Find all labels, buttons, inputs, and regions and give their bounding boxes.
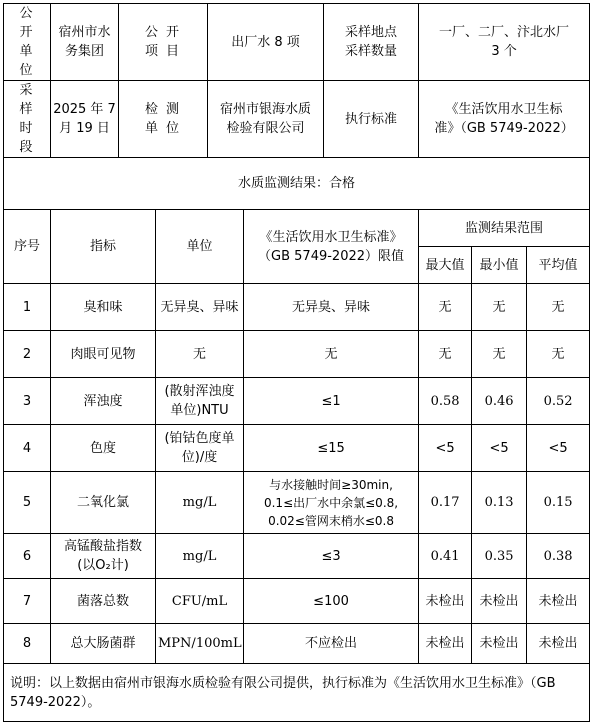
row-avg: 0.38	[527, 534, 590, 579]
row-max: 0.58	[419, 378, 472, 425]
row-max: 0.17	[419, 472, 472, 534]
col-min: 最小值	[472, 247, 527, 284]
row-no: 6	[4, 534, 51, 579]
row-min: 0.35	[472, 534, 527, 579]
row-limit: ≤3	[244, 534, 419, 579]
table-row	[4, 378, 590, 425]
note-text: 说明：以上数据由宿州市银海水质检验有限公司提供，执行标准为《生活饮用水卫生标准》（GB 5749-2022）。	[4, 664, 590, 722]
row-no: 1	[4, 284, 51, 331]
row-indicator: 臭和味	[51, 284, 156, 331]
row-no: 3	[4, 378, 51, 425]
org-label: 检测 单位	[119, 81, 208, 158]
col-limit: 《生活饮用水卫生标准》 （GB 5749-2022）限值	[244, 210, 419, 284]
table-row	[4, 624, 590, 664]
row-min: 0.13	[472, 472, 527, 534]
row-limit: ≤100	[244, 579, 419, 624]
row-indicator: 肉眼可见物	[51, 331, 156, 378]
table-row	[4, 472, 590, 534]
row-min: 0.46	[472, 378, 527, 425]
row-unit: 无	[156, 331, 244, 378]
row-no: 7	[4, 579, 51, 624]
row-indicator: 高锰酸盐指数 (以O₂计)	[51, 534, 156, 579]
row-indicator: 二氧化氯	[51, 472, 156, 534]
row-limit: ≤1	[244, 378, 419, 425]
row-unit: mg/L	[156, 534, 244, 579]
row-no: 4	[4, 425, 51, 472]
result-text: 水质监测结果：合格	[4, 158, 590, 210]
table-row	[4, 425, 590, 472]
col-unit: 单位	[156, 210, 244, 284]
col-no: 序号	[4, 210, 51, 284]
row-min: <5	[472, 425, 527, 472]
row-limit: 无异臭、异味	[244, 284, 419, 331]
row-limit: ≤15	[244, 425, 419, 472]
unit-label: 公开 单位	[4, 4, 51, 81]
row-avg: 0.52	[527, 378, 590, 425]
row-indicator: 菌落总数	[51, 579, 156, 624]
row-no: 8	[4, 624, 51, 664]
row-max: 无	[419, 331, 472, 378]
col-max: 最大值	[419, 247, 472, 284]
water-quality-table	[3, 3, 590, 722]
time-label: 采样 时段	[4, 81, 51, 158]
row-min: 无	[472, 284, 527, 331]
row-max: 未检出	[419, 579, 472, 624]
org-value: 宿州市银海水质 检验有限公司	[208, 81, 324, 158]
row-indicator: 色度	[51, 425, 156, 472]
table-row	[4, 331, 590, 378]
row-avg: 无	[527, 284, 590, 331]
result-row	[4, 158, 590, 210]
row-unit: CFU/mL	[156, 579, 244, 624]
row-avg: 0.15	[527, 472, 590, 534]
row-max: 0.41	[419, 534, 472, 579]
row-avg: 无	[527, 331, 590, 378]
col-range: 监测结果范围	[419, 210, 590, 247]
std-value: 《生活饮用水卫生标 准》（GB 5749-2022）	[419, 81, 590, 158]
row-min: 未检出	[472, 624, 527, 664]
row-avg: 未检出	[527, 579, 590, 624]
row-unit: (散射浑浊度 单位)NTU	[156, 378, 244, 425]
item-label: 公开 项目	[119, 4, 208, 81]
std-label: 执行标准	[324, 81, 419, 158]
row-avg: <5	[527, 425, 590, 472]
table-row	[4, 284, 590, 331]
row-unit: MPN/100mL	[156, 624, 244, 664]
col-indicator: 指标	[51, 210, 156, 284]
row-limit: 与水接触时间≥30min, 0.1≤出厂水中余氯≤0.8, 0.02≤管网末梢水≤0.8	[244, 472, 419, 534]
col-avg: 平均值	[527, 247, 590, 284]
col-header-row-1	[4, 210, 590, 247]
site-label: 采样地点 采样数量	[324, 4, 419, 81]
header-row-1	[4, 4, 590, 81]
item-value: 出厂水 8 项	[208, 4, 324, 81]
row-unit: mg/L	[156, 472, 244, 534]
row-no: 2	[4, 331, 51, 378]
row-unit: (铂钴色度单 位)/度	[156, 425, 244, 472]
site-value: 一厂、二厂、汴北水厂 3 个	[419, 4, 590, 81]
table-row	[4, 534, 590, 579]
unit-value: 宿州市水 务集团	[51, 4, 119, 81]
row-max: <5	[419, 425, 472, 472]
row-unit: 无异臭、异味	[156, 284, 244, 331]
note-row	[4, 664, 590, 722]
row-limit: 无	[244, 331, 419, 378]
row-avg: 未检出	[527, 624, 590, 664]
row-max: 未检出	[419, 624, 472, 664]
time-value: 2025 年 7 月 19 日	[51, 81, 119, 158]
row-indicator: 总大肠菌群	[51, 624, 156, 664]
row-indicator: 浑浊度	[51, 378, 156, 425]
table-row	[4, 579, 590, 624]
row-limit: 不应检出	[244, 624, 419, 664]
header-row-2	[4, 81, 590, 158]
row-min: 无	[472, 331, 527, 378]
row-no: 5	[4, 472, 51, 534]
row-min: 未检出	[472, 579, 527, 624]
row-max: 无	[419, 284, 472, 331]
